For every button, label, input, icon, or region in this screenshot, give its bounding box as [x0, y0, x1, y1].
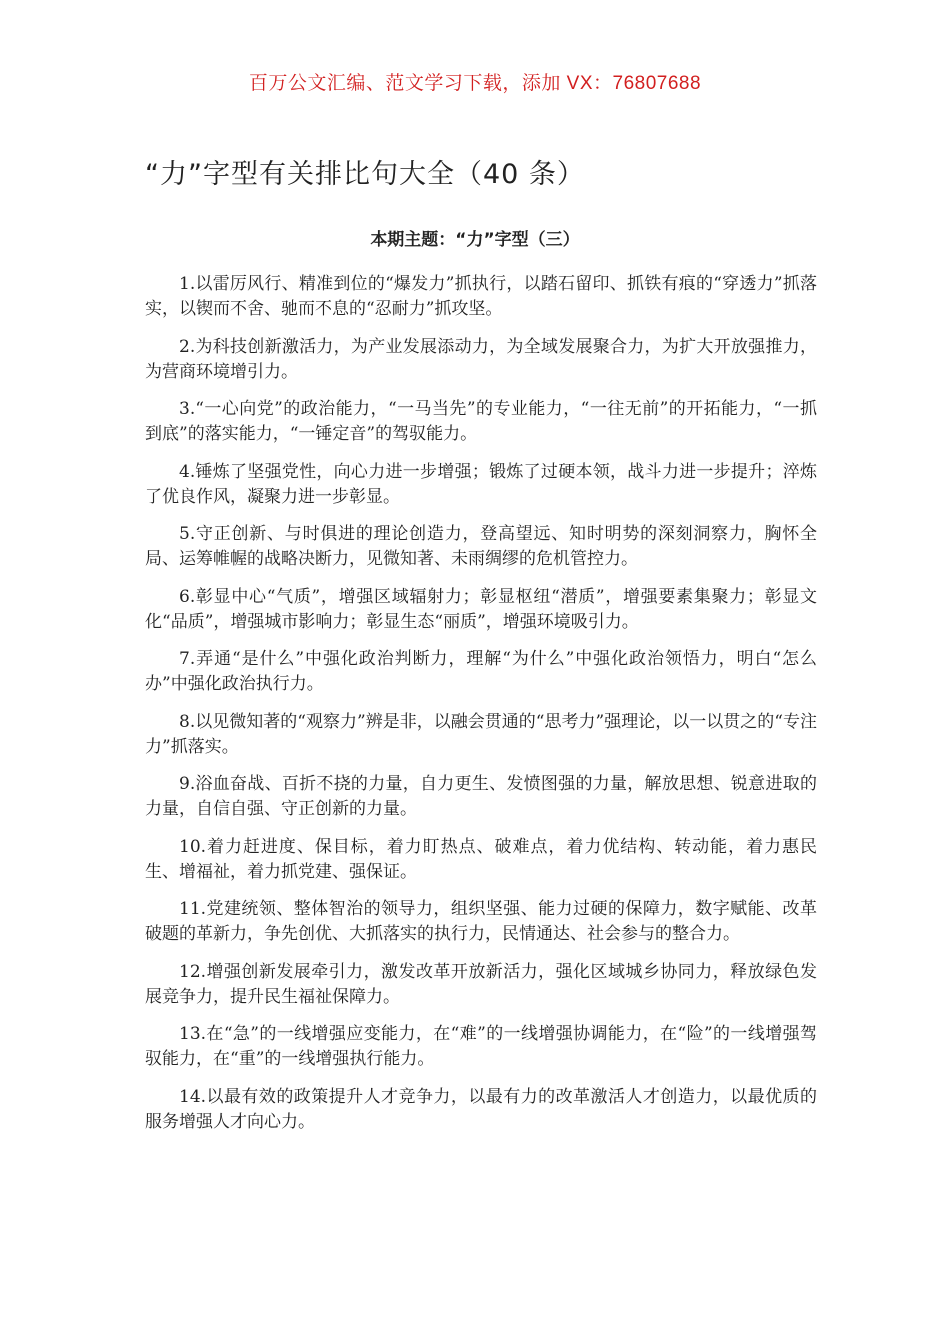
list-item: 1.以雷厉风行、精准到位的“爆发力”抓执行，以踏石留印、抓铁有痕的“穿透力”抓落实，以锲而不舍、驰而不息的“忍耐力”抓攻坚。	[145, 274, 817, 319]
document-subtitle: 本期主题：“力”字型（三）	[370, 230, 580, 250]
list-item: 13.在“急”的一线增强应变能力，在“难”的一线增强协调能力，在“险”的一线增强驾驭能力，在“重”的一线增强执行能力。	[145, 1024, 817, 1069]
list-item: 6.彰显中心“气质”，增强区域辐射力；彰显枢纽“潜质”，增强要素集聚力；彰显文化“品质”，增强城市影响力；彰显生态“丽质”，增强环境吸引力。	[145, 586, 817, 632]
list-item: 2.为科技创新激活力，为产业发展添动力，为全域发展聚合力，为扩大开放强推力，为营商环境增引力。	[145, 336, 817, 382]
list-item: 14.以最有效的政策提升人才竞争力，以最有力的改革激活人才创造力，以最优质的服务增强人才向心力。	[145, 1086, 817, 1132]
list-item: 3.“一心向党”的政治能力，“一马当先”的专业能力，“一往无前”的开拓能力，“一抓到底”的落实能力，“一锤定音”的驾驭能力。	[145, 399, 817, 444]
list-item: 10.着力赶进度、保目标，着力盯热点、破难点，着力优结构、转动能，着力惠民生、增福祉，着力抓党建、强保证。	[145, 836, 817, 882]
item-list	[145, 272, 817, 1147]
list-item: 11.党建统领、整体智治的领导力，组织坚强、能力过硬的保障力，数字赋能、改革破题的革新力，争先创优、大抓落实的执行力，民情通达、社会参与的整合力。	[145, 899, 817, 944]
list-item: 4.锤炼了坚强党性，向心力进一步增强；锻炼了过硬本领，战斗力进一步提升；淬炼了优良作风，凝聚力进一步彰显。	[145, 461, 817, 507]
list-item: 5.守正创新、与时俱进的理论创造力，登高望远、知时明势的深刻洞察力，胸怀全局、运筹帷幄的战略决断力，见微知著、未雨绸缪的危机管控力。	[145, 524, 817, 569]
header-banner: 百万公文汇编、范文学习下载，添加 VX：76807688	[248, 73, 702, 94]
list-item: 7.弄通“是什么”中强化政治判断力，理解“为什么”中强化政治领悟力，明白“怎么办”中强化政治执行力。	[145, 649, 817, 694]
list-item: 8.以见微知著的“观察力”辨是非，以融会贯通的“思考力”强理论，以一以贯之的“专注力”抓落实。	[145, 711, 817, 757]
document-title: “力”字型有关排比句大全（40 条）	[145, 159, 585, 190]
list-item: 9.浴血奋战、百折不挠的力量，自力更生、发愤图强的力量，解放思想、锐意进取的力量，自信自强、守正创新的力量。	[145, 774, 817, 819]
list-item: 12.增强创新发展牵引力，激发改革开放新活力，强化区域城乡协同力，释放绿色发展竞争力，提升民生福祉保障力。	[145, 961, 817, 1007]
